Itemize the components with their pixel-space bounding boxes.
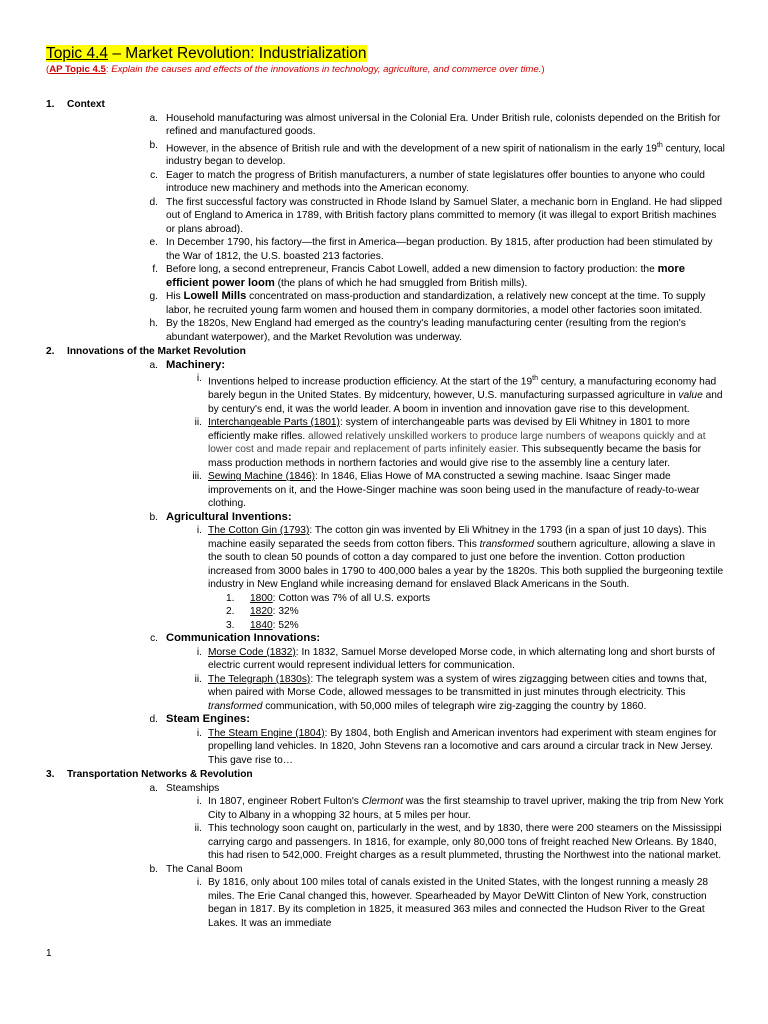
bold-term: more efficient power loom <box>166 263 685 289</box>
text-part: : In 1846, Elias Howe of MA constructed a sewing machine. Isaac Singer made improvements on it, and the Howe-Singer machine was soon being used in the manufacture of ready-to-wear clothing. <box>208 471 700 510</box>
item-marker: i. <box>196 796 202 808</box>
item-marker: ii. <box>194 417 202 429</box>
list-item <box>140 263 728 290</box>
item-marker: a. <box>149 112 158 124</box>
item-marker: i. <box>196 877 202 889</box>
item-text <box>208 795 728 822</box>
subsection-title: Machinery: <box>166 358 226 371</box>
section-innovations-heading <box>46 345 728 359</box>
italic-term: transformed <box>208 700 263 712</box>
stat-item <box>226 592 728 606</box>
item-text: By the 1820s, New England had emerged as the country's leading manufacturing center (resulting from the region's abundant waterpower), and the Market Revolution was underway. <box>166 318 686 343</box>
stat-item <box>226 605 728 619</box>
stat-number: 3. <box>226 619 235 631</box>
item-marker: a. <box>149 359 158 371</box>
underlined-term: The Steam Engine (1804) <box>208 727 325 739</box>
item-text <box>208 524 728 592</box>
item-marker: g. <box>149 291 158 303</box>
text-part: Inventions helped to increase production efficiency. At the start of the 19 <box>208 376 533 388</box>
stat-year: 1800 <box>250 592 273 604</box>
cotton-export-stats <box>226 592 728 633</box>
text-part: : system of interchangeable parts was devised by Eli Whitney in 1801 to more efficiently make rifles. <box>208 417 690 442</box>
page-number: 1 <box>46 948 52 959</box>
subsection-heading <box>140 863 728 877</box>
list-item <box>180 646 728 673</box>
item-marker: d. <box>149 196 158 208</box>
italic-term: transformed <box>479 538 534 550</box>
item-text <box>166 290 728 317</box>
stat-text: : Cotton was 7% of all U.S. exports <box>272 592 431 604</box>
text-part: : The cotton gin was invented by Eli Whitney in the 1793 (in a span of just 10 days). This machine easily separated the seeds from cotton fibers. This <box>208 525 707 550</box>
item-marker: b. <box>149 139 158 151</box>
text-part: : In 1832, Samuel Morse developed Morse code, in which alternating long and short bursts of electric current would represent individual letters for communication. <box>208 646 715 672</box>
text-part: and by century's end, it was the world leader. A boom in invention and innovation gave rise to this development. <box>208 390 723 415</box>
section-context-heading <box>46 98 728 112</box>
item-text: The first successful factory was constructed in Rhode Island by Samuel Slater, a mechanic born in England. He had slipped out of England to America in 1789, with British factory plans committed to memory (it was illegal to export British machines or plans abroad). <box>166 196 723 235</box>
list-item <box>140 236 728 263</box>
underlined-term: Interchangeable Parts (1801) <box>208 417 340 429</box>
section-transportation-heading <box>46 768 728 782</box>
item-text <box>208 727 728 768</box>
item-marker: ii. <box>194 673 202 685</box>
underlined-term: Sewing Machine (1846) <box>208 471 316 483</box>
text-part: allowed relatively unskilled workers to produce large numbers of weapons quickly and at lower cost and made repair and replacement of parts infinitely easier. <box>208 430 706 456</box>
underlined-term: The Telegraph (1830s) <box>208 673 311 685</box>
list-item <box>180 876 728 930</box>
text-part: century, local industry began to develop. <box>166 142 725 168</box>
underlined-term: The Cotton Gin (1793) <box>208 525 310 537</box>
title-highlight <box>46 45 367 62</box>
list-item <box>180 416 728 470</box>
stat-year: 1840 <box>250 619 273 631</box>
text-part: However, in the absence of British rule and with the development of a new spirit of nationalism in the early 19 <box>166 142 657 154</box>
ap-colon: : <box>105 64 109 75</box>
item-text <box>208 470 728 511</box>
section-number: 1. <box>46 99 55 110</box>
subsection-title: Steamships <box>166 782 220 794</box>
item-text <box>208 416 728 470</box>
ap-topic-line <box>46 63 728 76</box>
italic-term: Clermont <box>361 796 404 808</box>
item-marker: d. <box>149 714 158 726</box>
subsection-heading <box>140 782 728 796</box>
text-part: was the first steamship to travel upriver, making the trip from New York City to Albany in a whopping 32 hours, at 5 miles per hour. <box>208 796 724 821</box>
item-text <box>166 263 728 290</box>
text-part: His <box>166 291 184 303</box>
text-part: : The telegraph system was a system of wires zigzagging between cities and towns that, when paired with Morse Code, allowed messages to be transmitted in just minutes through electricity. This <box>208 673 708 699</box>
ap-close: ) <box>541 64 545 75</box>
item-marker: h. <box>149 318 158 330</box>
list-item <box>140 317 728 344</box>
item-text <box>208 646 728 673</box>
item-marker: i. <box>196 727 202 739</box>
item-text <box>208 673 728 714</box>
text-part: communication, with 50,000 miles of telegraph wire zig-zagging the country by 1860. <box>262 700 647 712</box>
text-part: (the plans of which he had smuggled from British mills). <box>274 277 528 289</box>
list-item <box>140 139 728 169</box>
item-marker: iii. <box>192 471 202 483</box>
item-marker: f. <box>152 264 158 276</box>
topic-label: Topic 4.4 <box>46 45 109 62</box>
list-item <box>180 727 728 768</box>
section-title: Innovations of the Market Revolution <box>67 346 246 358</box>
list-item <box>180 524 728 592</box>
subsection-heading <box>140 359 728 373</box>
text-part: southern agriculture, allowing a slave in the south to clean 50 pounds of cotton a day compared to just one before the invention. Cotton production increased from 3000 bales in 1790 to 400,000 bales a year by the 1820s. This both supplied the burgeoning textile industry in New England while increasing demand for enslaved Black Americans in the South. <box>208 538 724 591</box>
page-title <box>46 44 728 63</box>
subsection-title: Agricultural Inventions: <box>166 510 292 523</box>
text-part: Before long, a second entrepreneur, Francis Cabot Lowell, added a new dimension to factory production: the <box>166 264 658 276</box>
stat-item <box>226 619 728 633</box>
section-number: 3. <box>46 769 55 781</box>
text-part: : By 1804, both English and American inventors had experiment with steam engines for propelling land vehicles. In 1820, John Stevens ran a locomotive and cars around a circular track in New Jersey. This gave rise to… <box>208 727 717 766</box>
item-marker: a. <box>149 782 158 794</box>
list-item <box>180 372 728 416</box>
section-title: Context <box>67 99 105 110</box>
stat-text: : 52% <box>272 619 299 631</box>
item-text <box>166 139 728 169</box>
list-item <box>180 795 728 822</box>
item-marker: c. <box>150 633 158 645</box>
item-marker: b. <box>149 511 158 523</box>
ap-topic-text: Explain the causes and effects of the innovations in technology, agriculture, and commerce over time. <box>108 64 542 75</box>
list-item <box>140 196 728 237</box>
text-part: In 1807, engineer Robert Fulton's <box>208 796 362 808</box>
list-item <box>180 822 728 863</box>
ap-topic-label: AP Topic 4.5 <box>49 64 106 75</box>
underlined-term: Morse Code (1832) <box>208 646 296 658</box>
item-text: This technology soon caught on, particularly in the west, and by 1830, there were 200 steamers on the Mississippi carrying cargo and passengers. In 1816, for example, only 80,000 tons of freight reached New Orleans. By 1840, this had risen to 542,000. Freight charges as a result plummeted, thrusting the Northwest into the national market. <box>208 823 722 862</box>
list-item <box>140 112 728 139</box>
item-marker: b. <box>149 863 158 875</box>
stat-text: : 32% <box>272 606 299 618</box>
title-rest: – Market Revolution: Industrialization <box>108 45 367 62</box>
subsection-title: The Canal Boom <box>166 863 243 875</box>
subsection-heading <box>140 713 728 727</box>
text-part: This subsequently became the basis for mass production methods in northern factories and would give rise to the assembly line a century later. <box>208 444 702 469</box>
item-marker: i. <box>196 525 202 537</box>
section-title: Transportation Networks & Revolution <box>67 769 253 781</box>
subsection-heading <box>140 632 728 646</box>
italic-term: value <box>678 390 703 402</box>
item-text <box>208 372 728 416</box>
item-marker: ii. <box>194 823 202 835</box>
subsection-title: Communication Innovations: <box>166 632 321 645</box>
superscript: th <box>656 141 663 149</box>
subsection-heading <box>140 511 728 525</box>
item-marker: i. <box>196 646 202 658</box>
bold-term: Lowell Mills <box>183 290 247 303</box>
item-text: Household manufacturing was almost universal in the Colonial Era. Under British rule, colonists depended on the British for refined and manufactured goods. <box>166 112 721 137</box>
item-marker: i. <box>196 373 202 385</box>
item-text: By 1816, only about 100 miles total of canals existed in the United States, with the longest running a measly 28 miles. The Erie Canal changed this, however. Spearheaded by Mayor DeWitt Clinton of New York, construction began in 1817. By its completion in 1825, it measured 363 miles and connected the Hudson River to the Great Lakes. It was an immediate <box>208 877 709 929</box>
list-item <box>140 290 728 317</box>
text-part: century, a manufacturing economy had barely begun in the United States. By midcentury, however, U.S. manufacturing surpassed agriculture in <box>208 376 717 402</box>
ap-open: ( <box>46 64 50 75</box>
stat-number: 2. <box>226 606 235 618</box>
list-item <box>140 169 728 196</box>
stat-year: 1820 <box>250 606 273 618</box>
list-item <box>180 673 728 714</box>
text-part: concentrated on mass-production and standardization, a relatively new concept at the time. To supply labor, he recruited young farm women and housed them in company dormitories, a model other factories soon imitated. <box>166 291 706 316</box>
item-text: Eager to match the progress of British manufacturers, a number of state legislatures offer bounties to anyone who could introduce new machinery and methods into the American economy. <box>166 169 705 195</box>
item-marker: c. <box>150 169 158 181</box>
list-item <box>180 470 728 511</box>
stat-number: 1. <box>226 592 235 604</box>
section-number: 2. <box>46 346 55 358</box>
subsection-title: Steam Engines: <box>166 713 250 726</box>
superscript: th <box>532 375 538 383</box>
item-text: In December 1790, his factory—the first in America—began production. By 1815, after production had been stimulated by the War of 1812, the U.S. boasted 213 factories. <box>166 237 713 262</box>
item-marker: e. <box>149 237 158 249</box>
